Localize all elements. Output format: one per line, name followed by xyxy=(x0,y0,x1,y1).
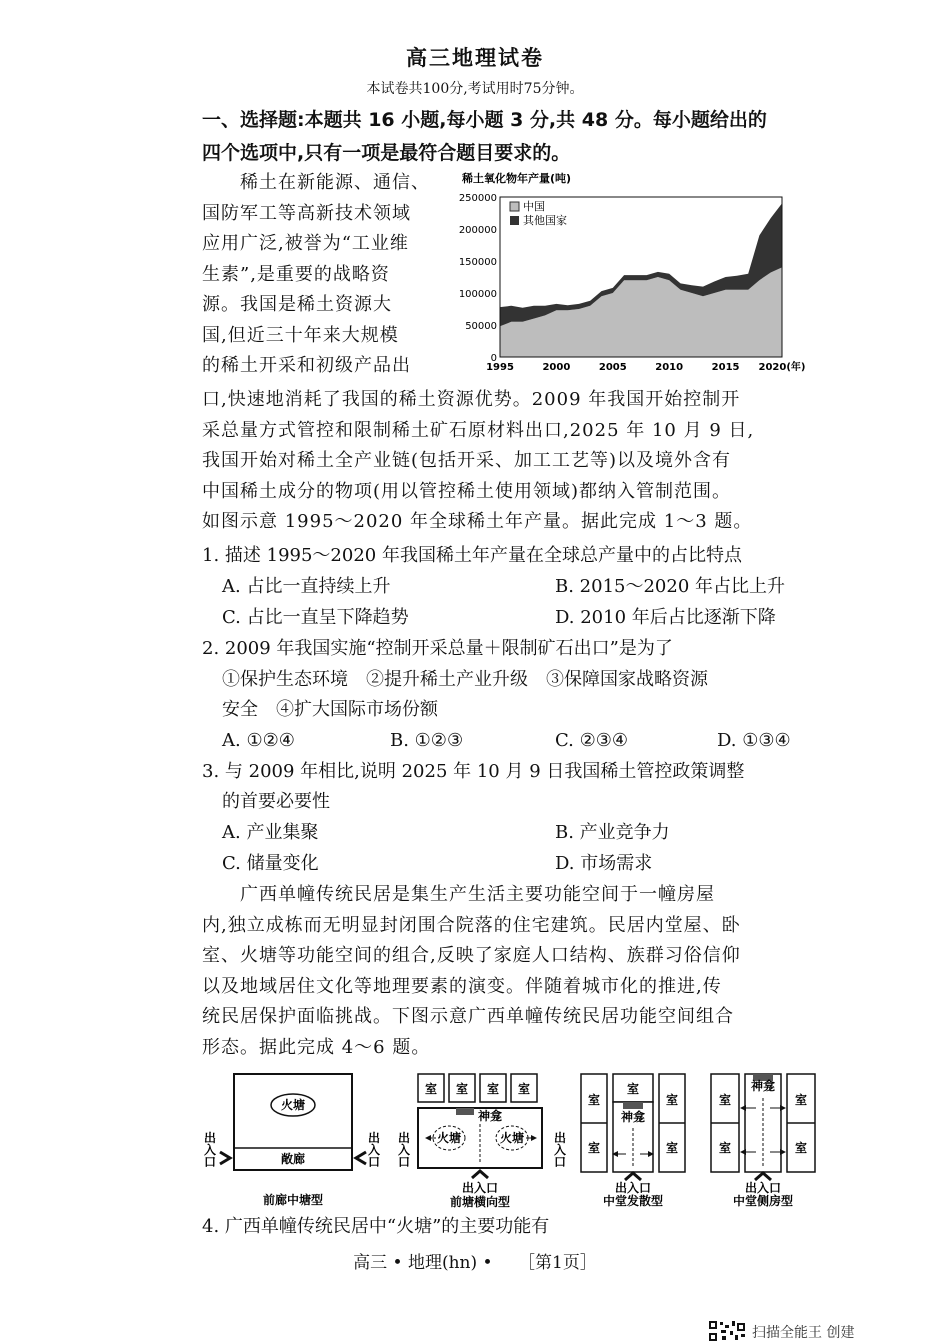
entrance-arrow-icon xyxy=(472,1171,488,1178)
entrance-label: 出 xyxy=(367,1131,381,1145)
passage-line: 室、火塘等功能空间的组合,反映了家庭人口结构、族群习俗信仰 xyxy=(202,945,741,966)
y-tick-label: 100000 xyxy=(458,289,497,300)
exam-subtitle: 本试卷共100分,考试用时75分钟。 xyxy=(366,81,584,97)
question-4-stem: 4. 广西单幢传统民居中“火塘”的主要功能有 xyxy=(202,1216,550,1237)
q2-option-b[interactable]: B. ①②③ xyxy=(390,730,464,751)
q3-option-a[interactable]: A. 产业集聚 xyxy=(222,822,319,843)
passage-line: 形态。据此完成 4～6 题。 xyxy=(202,1036,431,1058)
passage-line: 源。我国是稀土资源大 xyxy=(202,294,392,315)
passage-line: 以及地域居住文化等地理要素的演变。伴随着城市化的推进,传 xyxy=(202,975,722,997)
room-label: 室 xyxy=(794,1093,808,1107)
diagram-qianlang-zhongtang xyxy=(204,1074,380,1170)
fire-pit-label: 火塘 xyxy=(436,1131,462,1145)
section-heading xyxy=(202,104,832,170)
passage-line: 我国开始对稀土全产业链(包括开采、加工工艺等)以及境外含有 xyxy=(202,450,732,471)
q3-option-b[interactable]: B. 产业竞争力 xyxy=(555,822,670,843)
entrance-label: 出入口 xyxy=(744,1181,782,1195)
passage1-wrapped xyxy=(202,168,452,382)
entrance-arrow-icon xyxy=(356,1152,366,1164)
passage1-full xyxy=(202,385,832,538)
q2-items-line: ①保护生态环境 ②提升稀土产业升级 ③保障国家战略资源 xyxy=(222,669,708,690)
rare-earth-chart xyxy=(456,168,836,378)
question-2-stem: 2. 2009 年我国实施“控制开采总量＋限制矿石出口”是为了 xyxy=(202,638,673,659)
room-label: 室 xyxy=(587,1141,601,1155)
entrance-label: 入 xyxy=(553,1143,567,1157)
passage2 xyxy=(202,880,832,1063)
room-label: 室 xyxy=(718,1093,732,1107)
qr-code-icon xyxy=(708,1320,748,1342)
q1-option-b[interactable]: B. 2015～2020 年占比上升 xyxy=(555,576,786,597)
passage-line: 中国稀土成分的物项(用以管控稀土使用领域)都纳入管制范围。 xyxy=(202,480,732,502)
passage-line: 统民居保护面临挑战。下图示意广西单幢传统民居功能空间组合 xyxy=(202,1006,734,1027)
y-tick-label: 50000 xyxy=(465,321,497,332)
diagram-caption: 中堂侧房型 xyxy=(732,1194,794,1208)
entrance-label: 出 xyxy=(397,1131,411,1145)
corridor-label: 敞廊 xyxy=(280,1152,306,1166)
passage-line: 如图示意 1995～2020 年全球稀土年产量。据此完成 1～3 题。 xyxy=(202,511,753,532)
passage-line: 国防军工等高新技术领域 xyxy=(202,202,411,224)
passage-line: 口,快速地消耗了我国的稀土资源优势。2009 年我国开始控制开 xyxy=(202,389,741,410)
legend-label-china: 中国 xyxy=(523,200,545,213)
page-footer: 高三 • 地理(hn) • ［第1页］ xyxy=(353,1253,597,1273)
section-heading-line: 四个选项中,只有一项是最符合题目要求的。 xyxy=(202,142,571,164)
question-3-stem: 3. 与 2009 年相比,说明 2025 年 10 月 9 日我国稀土管控政策调整 xyxy=(202,761,745,782)
room-label: 室 xyxy=(626,1082,640,1096)
shrine-icon xyxy=(456,1108,474,1115)
entrance-label: 出 xyxy=(553,1131,567,1145)
q1-option-a[interactable]: A. 占比一直持续上升 xyxy=(222,576,391,597)
chart-legend xyxy=(510,199,567,227)
passage-line: 生素”,是重要的战略资 xyxy=(202,263,390,285)
q2-items-line: 安全 ④扩大国际市场份额 xyxy=(222,699,438,720)
diagram-caption: 前塘横向型 xyxy=(449,1195,511,1209)
entrance-label: 口 xyxy=(203,1155,217,1169)
x-tick-label: 2020(年) xyxy=(758,362,806,373)
q2-option-a[interactable]: A. ①②④ xyxy=(222,730,295,751)
entrance-label: 入 xyxy=(367,1143,381,1157)
dwelling-diagrams xyxy=(196,1068,836,1210)
room-label: 室 xyxy=(486,1082,500,1096)
room-label: 室 xyxy=(665,1093,679,1107)
legend-label-others: 其他国家 xyxy=(523,214,567,227)
y-tick-label: 250000 xyxy=(458,193,497,204)
x-tick-label: 2005 xyxy=(598,362,627,373)
x-tick-label: 2010 xyxy=(655,362,684,373)
diagram-caption: 中堂发散型 xyxy=(602,1194,664,1208)
passage-line: 的稀土开采和初级产品出 xyxy=(202,355,411,376)
chart-svg xyxy=(456,168,836,378)
entrance-label: 口 xyxy=(553,1155,567,1169)
entrance-label: 出 xyxy=(203,1131,217,1145)
diagram-zhongtang-cefang xyxy=(711,1074,815,1195)
entrance-label: 出入口 xyxy=(614,1181,652,1195)
passage-line: 内,独立成栋而无明显封闭围合院落的住宅建筑。民居内堂屋、卧 xyxy=(202,914,741,936)
scanner-watermark: 扫描全能王 创建 xyxy=(752,1325,855,1341)
section-heading-line: 一、选择题:本题共 16 小题,每小题 3 分,共 48 分。每小题给出的 xyxy=(202,109,767,131)
q3-option-c[interactable]: C. 储量变化 xyxy=(222,853,319,874)
entrance-arrow-icon xyxy=(625,1173,641,1180)
passage-line: 应用广泛,被誉为“工业维 xyxy=(202,233,409,254)
shrine-label: 神龛 xyxy=(750,1079,776,1093)
diagram-zhongtang-fasan xyxy=(581,1074,685,1195)
room-label: 室 xyxy=(794,1141,808,1155)
entrance-label: 出入口 xyxy=(461,1181,499,1195)
q3-option-d[interactable]: D. 市场需求 xyxy=(555,853,653,874)
passage-line: 国,但近三十年来大规模 xyxy=(202,324,399,346)
y-tick-label: 150000 xyxy=(458,257,497,268)
entrance-label: 口 xyxy=(397,1155,411,1169)
entrance-arrow-icon xyxy=(755,1173,771,1180)
entrance-label: 口 xyxy=(367,1155,381,1169)
x-tick-label: 2000 xyxy=(542,362,571,373)
exam-title: 高三地理试卷 xyxy=(406,45,544,70)
room-label: 室 xyxy=(424,1082,438,1096)
entrance-arrow-icon xyxy=(220,1152,230,1164)
fire-pit-label: 火塘 xyxy=(280,1098,306,1112)
room-label: 室 xyxy=(718,1141,732,1155)
y-tick-label: 200000 xyxy=(458,225,497,236)
shrine-icon xyxy=(623,1102,643,1109)
passage-line: 稀土在新能源、通信、 xyxy=(202,172,430,193)
entrance-label: 入 xyxy=(203,1143,217,1157)
passage-line: 广西单幢传统民居是集生产生活主要功能空间于一幢房屋 xyxy=(202,884,715,905)
fire-pit-label: 火塘 xyxy=(499,1131,525,1145)
q2-option-c[interactable]: C. ②③④ xyxy=(555,730,628,751)
q2-option-d[interactable]: D. ①③④ xyxy=(717,730,791,751)
q1-option-c[interactable]: C. 占比一直呈下降趋势 xyxy=(222,607,409,628)
legend-swatch-china xyxy=(510,202,519,211)
x-tick-label: 1995 xyxy=(486,362,514,373)
room-label: 室 xyxy=(455,1082,469,1096)
q1-option-d[interactable]: D. 2010 年后占比逐渐下降 xyxy=(555,607,776,628)
shrine-label: 神龛 xyxy=(620,1110,646,1124)
x-tick-label: 2015 xyxy=(711,362,740,373)
legend-swatch-others xyxy=(510,216,519,225)
room-label: 室 xyxy=(587,1093,601,1107)
entrance-label: 入 xyxy=(397,1143,411,1157)
diagram-caption: 前廊中塘型 xyxy=(262,1193,324,1207)
room-label: 室 xyxy=(665,1141,679,1155)
chart-title: 稀土氧化物年产量(吨) xyxy=(462,172,572,185)
passage-line: 采总量方式管控和限制稀土矿石原材料出口,2025 年 10 月 9 日, xyxy=(202,419,755,441)
question-1-stem: 1. 描述 1995～2020 年我国稀土年产量在全球总产量中的占比特点 xyxy=(202,545,742,566)
diagram-qiantang-hengxiang xyxy=(398,1074,566,1195)
room-label: 室 xyxy=(517,1082,531,1096)
y-tick-label: 0 xyxy=(490,353,497,364)
question-3-stem-cont: 的首要必要性 xyxy=(222,791,330,812)
shrine-label: 神龛 xyxy=(477,1109,503,1123)
